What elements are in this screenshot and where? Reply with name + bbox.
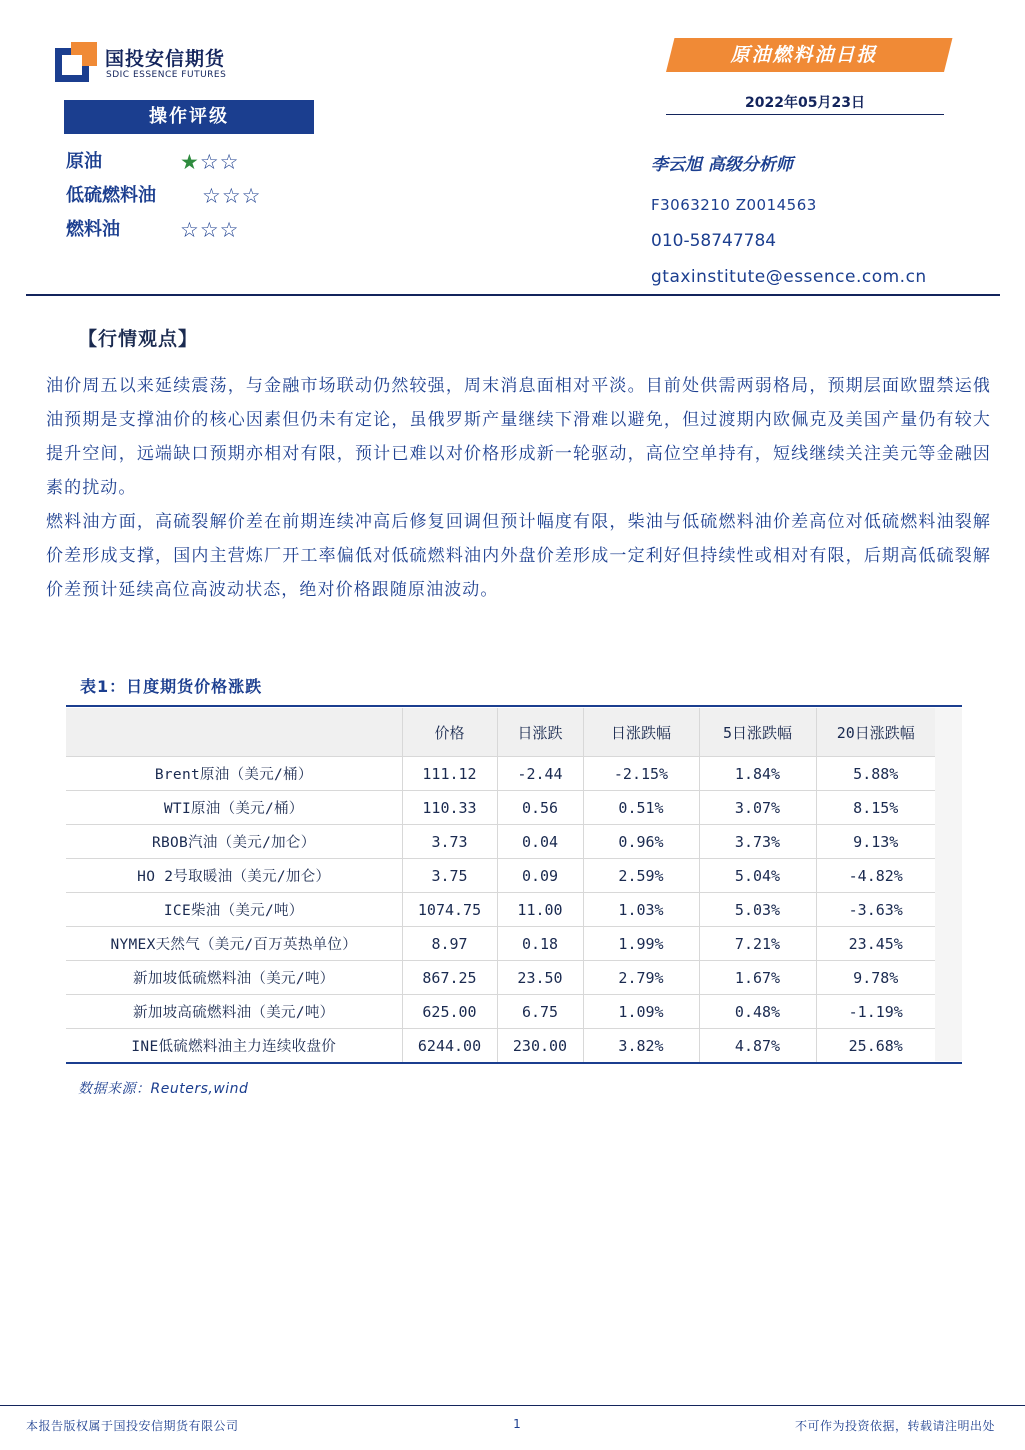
rating-row-crude	[66, 149, 240, 175]
rating-stars-icon: ★☆☆	[180, 150, 240, 174]
page-number: 1	[513, 1417, 521, 1431]
table-cell: 110.33	[402, 791, 497, 825]
table-row	[66, 791, 935, 825]
column-header: 日涨跌幅	[583, 708, 699, 757]
rating-row-fuel-oil	[66, 217, 240, 243]
header-divider	[26, 294, 1000, 296]
section-title: 【行情观点】	[78, 328, 199, 350]
rating-stars-icon: ☆☆☆	[202, 184, 262, 208]
table-cell: 5.04%	[699, 859, 816, 893]
table-cell: 1.99%	[583, 927, 699, 961]
paragraph-fuel-oil: 燃料油方面，高硫裂解价差在前期连续冲高后修复回调但预计幅度有限，柴油与低硫燃料油价差高位对低硫燃料油裂解价差形成支撑，国内主营炼厂开工率偏低对低硫燃料油内外盘价差形成一定利好但持续性或相对有限，后期高低硫裂解价差预计延续高位高波动状态，绝对价格跟随原油波动。	[46, 512, 991, 600]
rating-heading: 操作评级	[64, 100, 314, 134]
table-row	[66, 757, 935, 791]
table-cell: 新加坡低硫燃料油（美元/吨）	[66, 961, 402, 995]
column-header: 价格	[402, 708, 497, 757]
table-edge-shade	[935, 708, 962, 1061]
table-row	[66, 1029, 935, 1063]
table-cell: 2.59%	[583, 859, 699, 893]
logo-subtitle: SDIC ESSENCE FUTURES	[106, 70, 227, 80]
report-title: 原油燃料油日报	[730, 44, 878, 66]
data-source: 数据来源：Reuters,wind	[78, 1081, 249, 1097]
column-header: 20日涨跌幅	[816, 708, 935, 757]
logo-mark-icon	[55, 42, 97, 84]
table-cell: 0.51%	[583, 791, 699, 825]
column-header: 5日涨跌幅	[699, 708, 816, 757]
table-cell: 1.84%	[699, 757, 816, 791]
price-table	[66, 708, 935, 1062]
table-cell: 8.15%	[816, 791, 935, 825]
table-cell: -2.15%	[583, 757, 699, 791]
table-cell: 1074.75	[402, 893, 497, 927]
logo-name: 国投安信期货	[105, 48, 226, 70]
table-cell: -3.63%	[816, 893, 935, 927]
table-cell: -2.44	[497, 757, 583, 791]
table-header-row	[66, 708, 935, 757]
rating-label: 低硫燃料油	[66, 185, 156, 206]
table-cell: 3.07%	[699, 791, 816, 825]
table-cell: 0.48%	[699, 995, 816, 1029]
table-cell: 0.18	[497, 927, 583, 961]
rating-stars-icon: ☆☆☆	[180, 218, 240, 242]
analyst-name: 李云旭 高级分析师	[651, 155, 793, 175]
table-cell: 1.03%	[583, 893, 699, 927]
table-cell: 3.75	[402, 859, 497, 893]
company-logo	[55, 42, 235, 86]
table-cell: HO 2号取暖油（美元/加仑）	[66, 859, 402, 893]
analyst-licenses: F3063210 Z0014563	[651, 196, 817, 214]
table-cell: 6244.00	[402, 1029, 497, 1063]
table-cell: 111.12	[402, 757, 497, 791]
table-cell: RBOB汽油（美元/加仑）	[66, 825, 402, 859]
analyst-email[interactable]: gtaxinstitute@essence.com.cn	[651, 267, 927, 287]
table-cell: WTI原油（美元/桶）	[66, 791, 402, 825]
column-header	[66, 708, 402, 757]
table-cell: Brent原油（美元/桶）	[66, 757, 402, 791]
table-cell: 5.03%	[699, 893, 816, 927]
table-cell: 4.87%	[699, 1029, 816, 1063]
table-row	[66, 893, 935, 927]
table-cell: 新加坡高硫燃料油（美元/吨）	[66, 995, 402, 1029]
table-cell: 867.25	[402, 961, 497, 995]
table-row	[66, 927, 935, 961]
table-cell: 25.68%	[816, 1029, 935, 1063]
table-cell: 11.00	[497, 893, 583, 927]
table-cell: 2.79%	[583, 961, 699, 995]
table-cell: 9.13%	[816, 825, 935, 859]
footer-divider	[0, 1405, 1025, 1406]
table-row	[66, 961, 935, 995]
table-cell: -1.19%	[816, 995, 935, 1029]
table-cell: 5.88%	[816, 757, 935, 791]
table-cell: NYMEX天然气（美元/百万英热单位）	[66, 927, 402, 961]
table-cell: -4.82%	[816, 859, 935, 893]
table-cell: 8.97	[402, 927, 497, 961]
table-title: 表1：日度期货价格涨跌	[80, 677, 263, 696]
table-cell: ICE柴油（美元/吨）	[66, 893, 402, 927]
rating-label: 燃料油	[66, 219, 120, 240]
table-cell: 1.09%	[583, 995, 699, 1029]
table-cell: 3.73	[402, 825, 497, 859]
footer-disclaimer: 不可作为投资依据，转载请注明出处	[794, 1419, 995, 1433]
table-cell: 3.82%	[583, 1029, 699, 1063]
table-cell: 0.09	[497, 859, 583, 893]
footer-copyright: 本报告版权属于国投安信期货有限公司	[26, 1419, 239, 1433]
table-cell: 23.45%	[816, 927, 935, 961]
paragraph-crude: 油价周五以来延续震荡，与金融市场联动仍然较强，周末消息面相对平淡。目前处供需两弱格局，预期层面欧盟禁运俄油预期是支撑油价的核心因素但仍未有定论，虽俄罗斯产量继续下滑难以避免，但过渡期内欧佩克及美国产量仍有较大提升空间，远端缺口预期亦相对有限，预计已难以对价格形成新一轮驱动，高位空单持有，短线继续关注美元等金融因素的扰动。	[46, 376, 991, 498]
report-date: 2022年05月23日	[745, 95, 865, 111]
rating-label: 原油	[66, 151, 102, 172]
rating-row-lsfo	[66, 183, 262, 209]
table-cell: 3.73%	[699, 825, 816, 859]
table-bottom-rule	[66, 1062, 962, 1064]
table-cell: 0.56	[497, 791, 583, 825]
table-top-rule	[66, 705, 962, 707]
analyst-phone: 010-58747784	[651, 231, 777, 251]
table-cell: 7.21%	[699, 927, 816, 961]
column-header: 日涨跌	[497, 708, 583, 757]
date-divider	[666, 114, 944, 115]
table-row	[66, 825, 935, 859]
table-cell: 625.00	[402, 995, 497, 1029]
table-row	[66, 995, 935, 1029]
table-cell: 6.75	[497, 995, 583, 1029]
table-cell: 0.96%	[583, 825, 699, 859]
table-cell: 23.50	[497, 961, 583, 995]
table-row	[66, 859, 935, 893]
table-cell: INE低硫燃料油主力连续收盘价	[66, 1029, 402, 1063]
table-cell: 0.04	[497, 825, 583, 859]
table-cell: 9.78%	[816, 961, 935, 995]
table-cell: 230.00	[497, 1029, 583, 1063]
table-cell: 1.67%	[699, 961, 816, 995]
